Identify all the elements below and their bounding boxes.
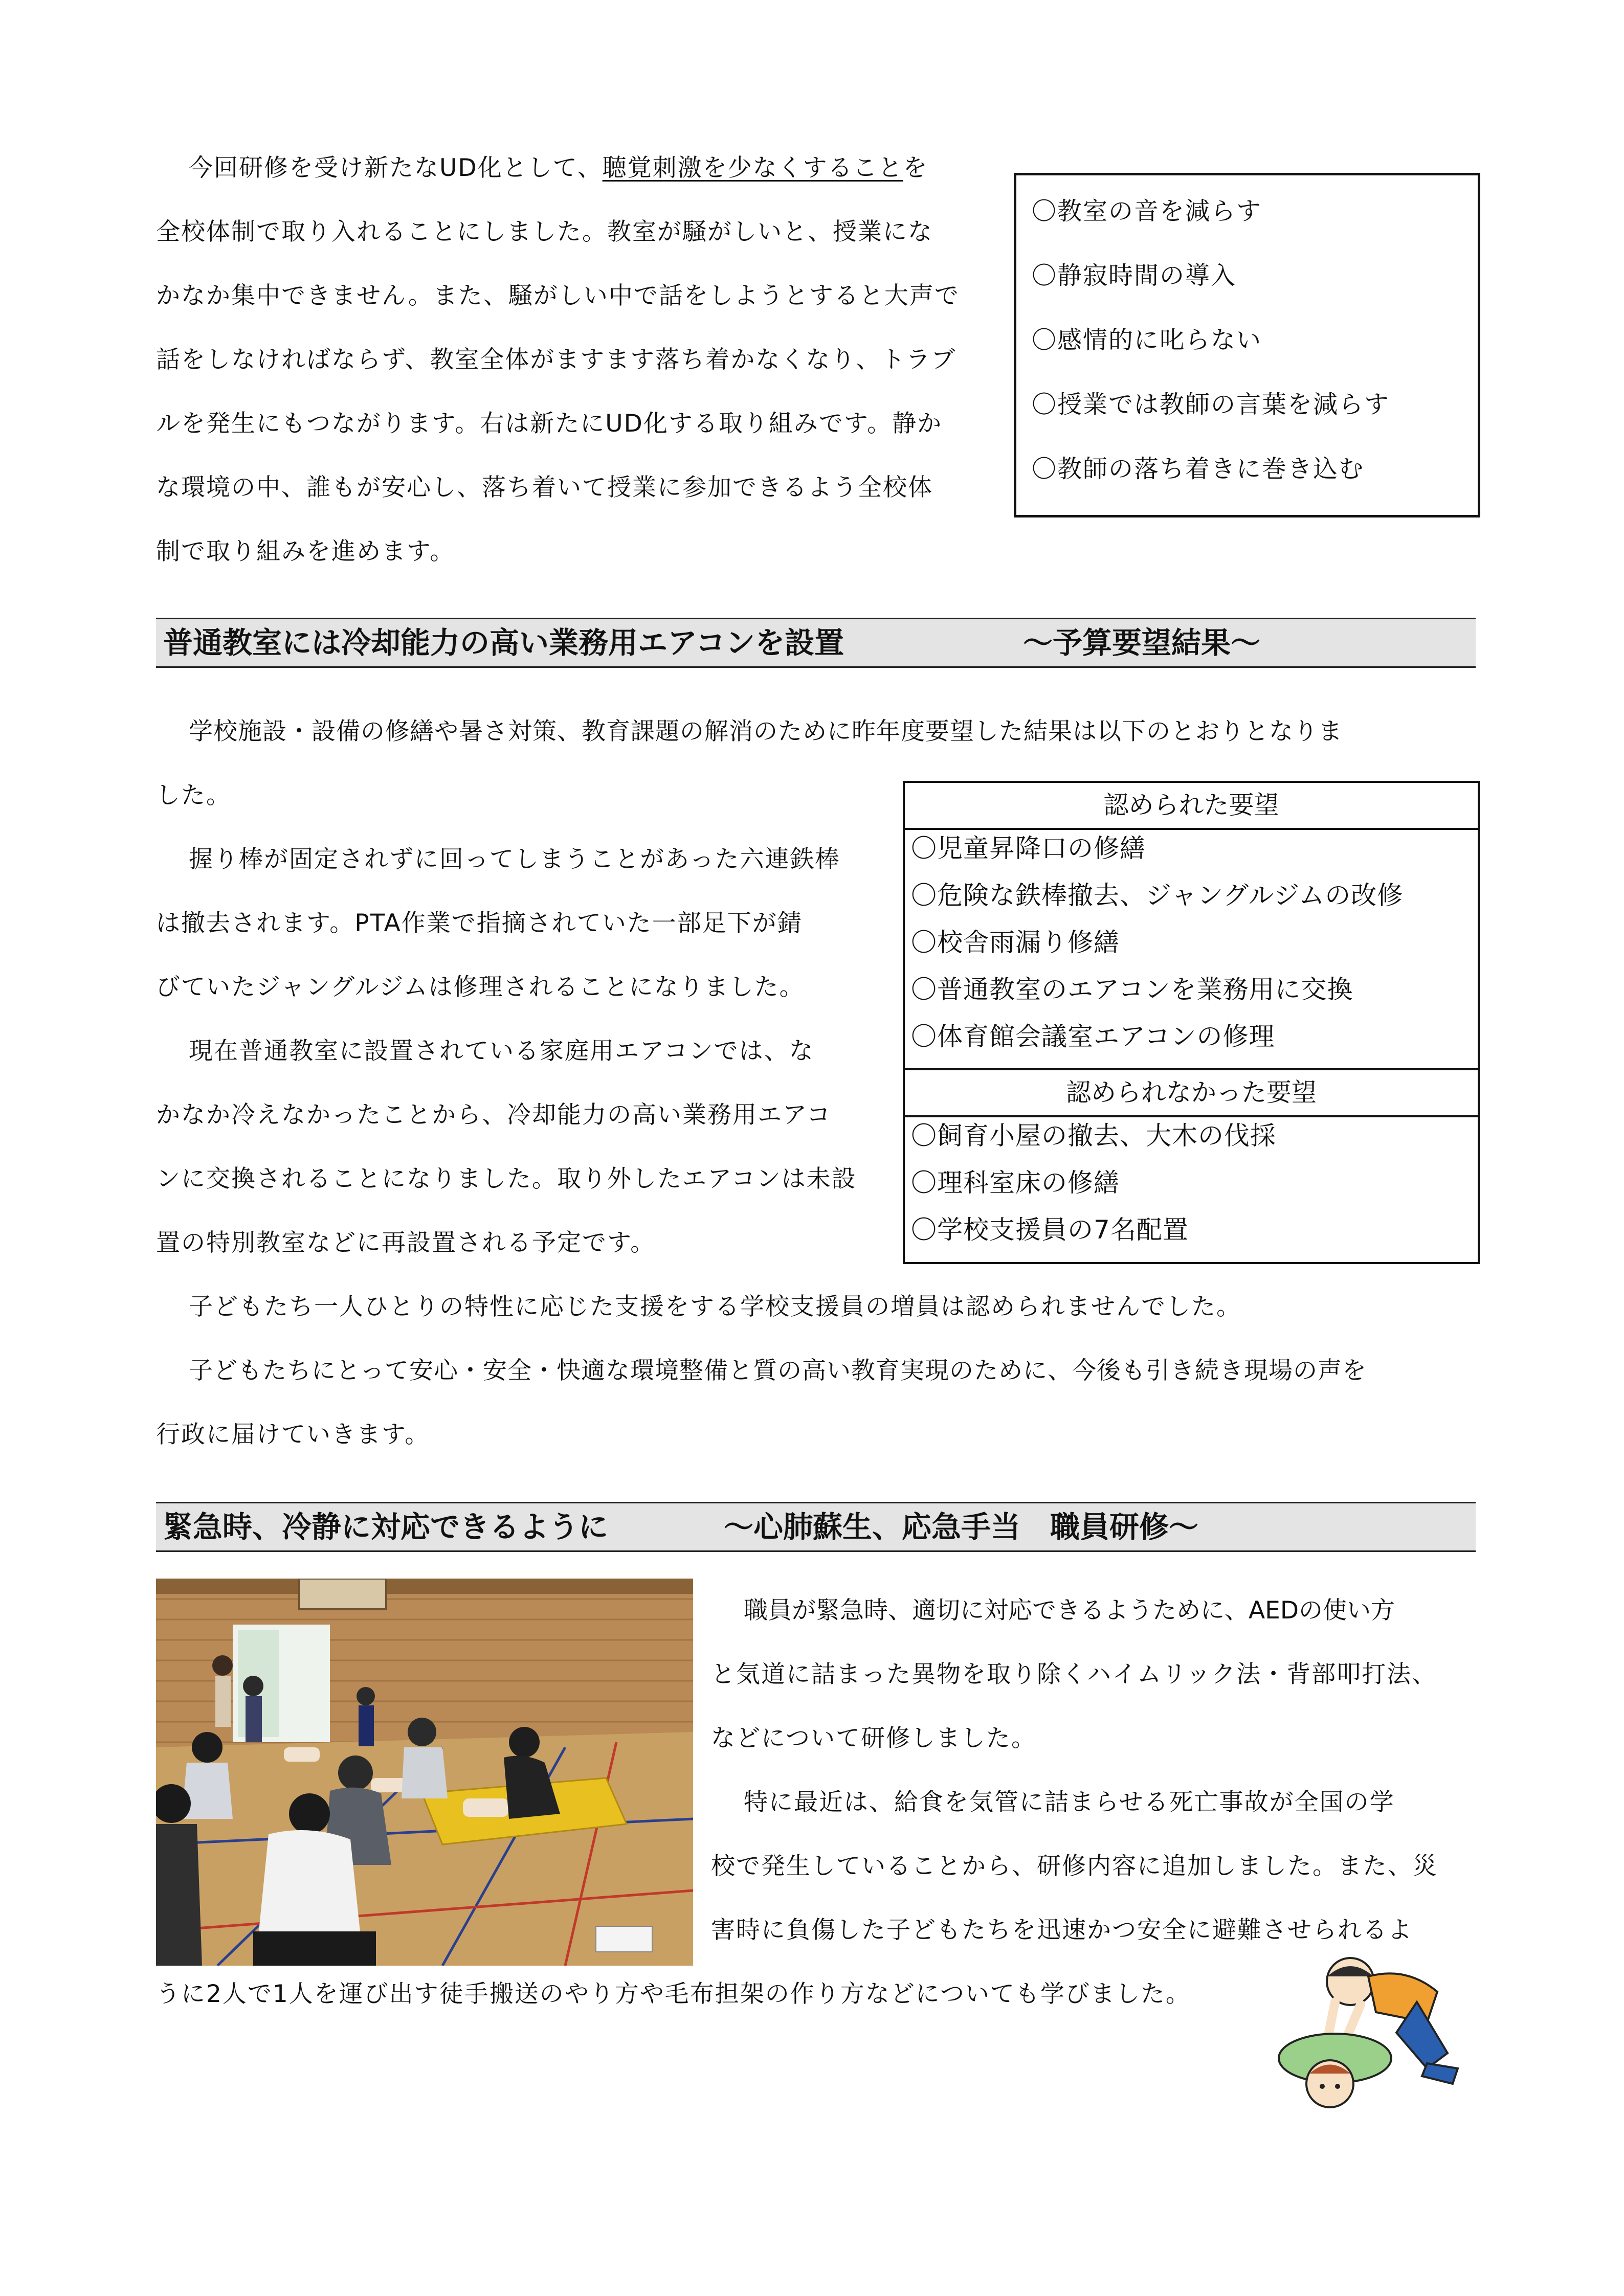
ud-item: 〇静寂時間の導入 <box>1032 261 1237 290</box>
paragraph-line: は撤去されます。PTA作業で指摘されていた一部足下が錆 <box>156 909 803 937</box>
intro-text: 今回研修を受け新たなUD化として、 <box>189 154 603 182</box>
paragraph-line: 校で発生していることから、研修内容に追加しました。また、災 <box>711 1852 1438 1880</box>
section-subtitle: ～心肺蘇生、応急手当 職員研修～ <box>724 1510 1199 1544</box>
intro-line: 全校体制で取り入れることにしました。教室が騒がしいと、授業にな <box>156 218 933 246</box>
denied-header: 認められなかった要望 <box>1065 1078 1317 1107</box>
table-divider <box>905 1115 1478 1117</box>
ud-item: 〇教師の落ち着きに巻き込む <box>1032 455 1365 483</box>
cpr-manikin <box>371 1778 407 1792</box>
intro-line: な環境の中、誰もが安心し、落ち着いて授業に参加できるよう全校体 <box>156 474 933 502</box>
approved-item: 〇普通教室のエアコンを業務用に交換 <box>911 975 1353 1004</box>
approved-item: 〇児童昇降口の修繕 <box>911 834 1146 863</box>
aircon-closing-paragraphs <box>156 1275 1476 1467</box>
intro-line: 制で取り組みを進めます。 <box>156 537 455 566</box>
intro-line: 話をしなければならず、教室全体がますます落ち着かなくなり、トラブ <box>156 346 956 374</box>
training-photo <box>156 1579 693 1966</box>
paragraph-line: 現在普通教室に設置されている家庭用エアコンでは、な <box>189 1037 814 1065</box>
cpr-illustration <box>1274 1946 1468 2120</box>
paragraph-line: 学校施設・設備の修繕や暑さ対策、教育課題の解消のために昨年度要望した結果は以下のとおりとなりま <box>189 717 1343 746</box>
approved-header: 認められた要望 <box>1103 791 1279 820</box>
cpr-manikin <box>284 1747 320 1762</box>
section-title: 緊急時、冷静に対応できるように <box>163 1510 609 1544</box>
paragraph-line: 子どもたち一人ひとりの特性に応じた支援をする学校支援員の増員は認められませんでした。 <box>189 1293 1241 1321</box>
floor-sign <box>596 1926 652 1952</box>
paragraph-line: 子どもたちにとって安心・安全・快適な環境整備と質の高い教育実現のために、今後も引き続き現場の声を <box>189 1357 1367 1385</box>
request-results-table <box>903 781 1480 1264</box>
intro-line: かなか集中できません。また、騒がしい中で話をしようとすると大声で <box>156 282 960 310</box>
ud-item: 〇授業では教師の言葉を減らす <box>1032 390 1390 419</box>
approved-item: 〇校舎雨漏り修繕 <box>911 928 1120 957</box>
gym-training-scene <box>156 1579 693 1966</box>
cpr-manikin <box>463 1798 509 1817</box>
aircon-left-column <box>156 827 888 1275</box>
denied-item: 〇学校支援員の7名配置 <box>911 1215 1189 1245</box>
basketball-backboard <box>299 1579 386 1609</box>
table-divider <box>905 828 1478 830</box>
section-subtitle: ～予算要望結果～ <box>1023 625 1261 660</box>
section-header-cpr <box>156 1502 1476 1552</box>
cpr-paragraph-last-line <box>156 1962 1332 2026</box>
paragraph-line: 置の特別教室などに再設置される予定です。 <box>156 1229 656 1257</box>
paragraph-line: 職員が緊急時、適切に対応できるようために、AEDの使い方 <box>744 1596 1395 1625</box>
ud-initiatives-box <box>1014 173 1480 517</box>
paragraph-line: ンに交換されることになりました。取り外したエアコンは未設 <box>156 1165 857 1193</box>
paragraph-line: びていたジャングルジムは修理されることになりました。 <box>156 973 805 1001</box>
denied-item: 〇理科室床の修繕 <box>911 1168 1120 1198</box>
paragraph-line: などについて研修しました。 <box>711 1724 1037 1752</box>
paragraph-line: と気道に詰まった異物を取り除くハイムリック法・背部叩打法、 <box>711 1660 1437 1689</box>
paragraph-line: した。 <box>156 781 231 809</box>
section-header-aircon <box>156 618 1476 668</box>
intro-text: を <box>903 154 928 182</box>
section-title: 普通教室には冷却能力の高い業務用エアコンを設置 <box>163 625 844 660</box>
ud-item: 〇教室の音を減らす <box>1032 197 1262 226</box>
intro-emphasis: 聴覚刺激を少なくすること <box>602 154 903 182</box>
approved-item: 〇危険な鉄棒撤去、ジャングルジムの改修 <box>911 881 1404 910</box>
paragraph-line: かなか冷えなかったことから、冷却能力の高い業務用エアコ <box>156 1101 832 1129</box>
cpr-compression-icon <box>1274 1946 1468 2120</box>
intro-line: ルを発生にもつながります。右は新たにUD化する取り組みです。静か <box>156 410 943 438</box>
paragraph-line: 行政に届けていきます。 <box>156 1421 430 1449</box>
paragraph-line: うに2人で1人を運び出す徒手搬送のやり方や毛布担架の作り方などについても学びました。 <box>156 1980 1191 2008</box>
intro-paragraph <box>156 136 1000 583</box>
approved-item: 〇体育館会議室エアコンの修理 <box>911 1022 1275 1051</box>
ud-item: 〇感情的に叱らない <box>1032 326 1262 354</box>
paragraph-line: 特に最近は、給食を気管に詰まらせる死亡事故が全国の学 <box>744 1788 1395 1816</box>
denied-item: 〇飼育小屋の撤去、大木の伐採 <box>911 1121 1276 1151</box>
paragraph-line: 害時に負傷した子どもたちを迅速かつ安全に避難させられるよ <box>711 1916 1413 1944</box>
paragraph-line: 握り棒が固定されずに回ってしまうことがあった六連鉄棒 <box>189 845 840 873</box>
cpr-paragraph <box>711 1579 1476 1962</box>
